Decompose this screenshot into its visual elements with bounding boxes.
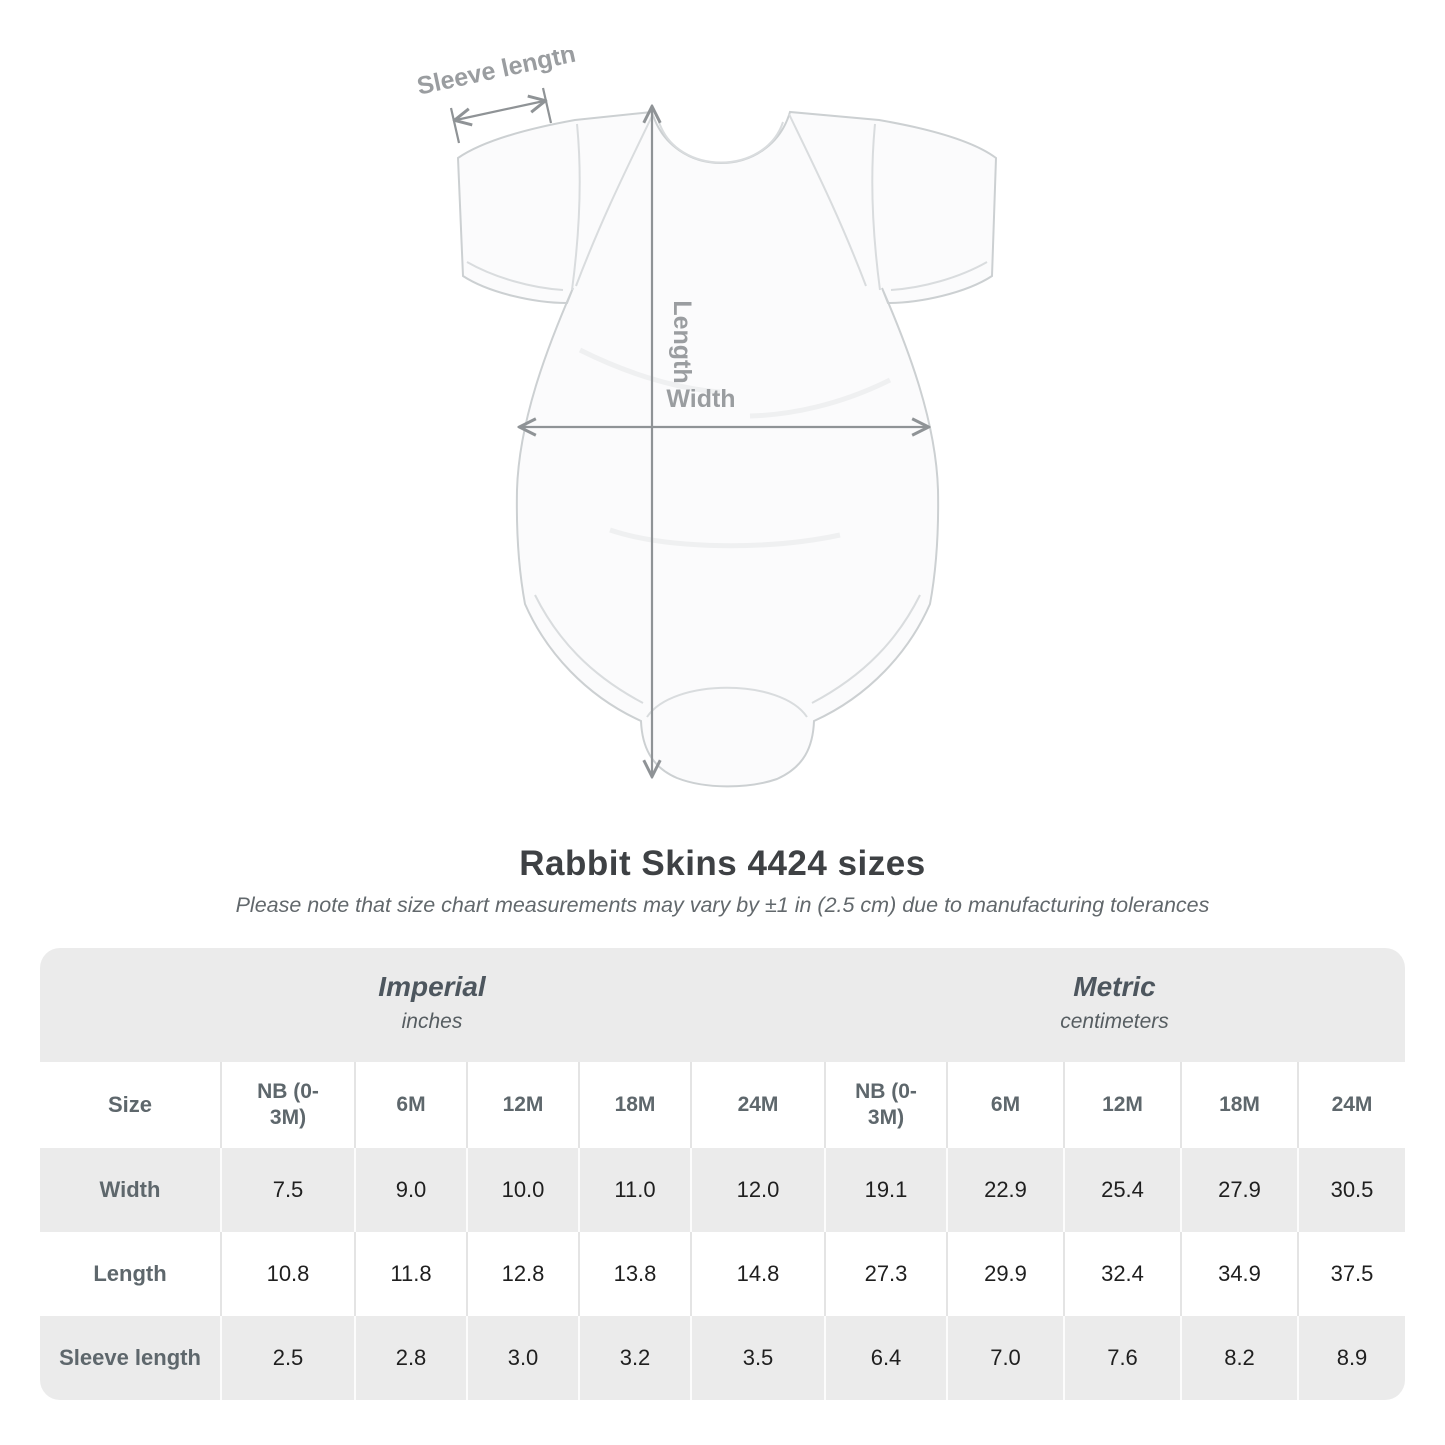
value-cell: 2.5 — [220, 1316, 354, 1400]
size-table — [40, 948, 1405, 1400]
value-cell: 22.9 — [946, 1148, 1063, 1232]
group-header-imperial — [40, 948, 824, 1062]
value-cell: 3.5 — [690, 1316, 824, 1400]
length-label: Length — [668, 300, 696, 384]
table-row-sleeve-length — [40, 1316, 1405, 1400]
col-header-imperial-24m: 24M — [690, 1062, 824, 1148]
metric-unit-label: centimeters — [1060, 1009, 1169, 1033]
value-cell: 27.3 — [824, 1232, 946, 1316]
size-diagram — [410, 50, 1050, 820]
value-cell: 2.8 — [354, 1316, 466, 1400]
value-cell: 10.8 — [220, 1232, 354, 1316]
value-cell: 14.8 — [690, 1232, 824, 1316]
tolerance-note: Please note that size chart measurements may vary by ±1 in (2.5 cm) due to manufacturing tolerances — [235, 893, 1210, 917]
col-header-imperial-12m: 12M — [466, 1062, 578, 1148]
value-cell: 30.5 — [1297, 1148, 1405, 1232]
onesie-body — [458, 112, 996, 786]
page-title: Rabbit Skins 4424 sizes — [519, 844, 926, 883]
value-cell: 12.8 — [466, 1232, 578, 1316]
col-header-metric-18m: 18M — [1180, 1062, 1297, 1148]
value-cell: 6.4 — [824, 1316, 946, 1400]
col-header-imperial-nb: NB (0-3M) — [220, 1062, 354, 1148]
unit-group-row — [40, 948, 1405, 1062]
value-cell: 3.0 — [466, 1316, 578, 1400]
imperial-label: Imperial — [378, 970, 486, 1002]
value-cell: 7.6 — [1063, 1316, 1180, 1400]
value-cell: 8.2 — [1180, 1316, 1297, 1400]
column-header-row — [40, 1062, 1405, 1148]
row-label: Width — [99, 1177, 161, 1202]
value-cell: 32.4 — [1063, 1232, 1180, 1316]
value-cell: 29.9 — [946, 1232, 1063, 1316]
metric-label: Metric — [1073, 970, 1156, 1002]
onesie-illustration — [410, 50, 1050, 820]
value-cell: 8.9 — [1297, 1316, 1405, 1400]
size-header-cell: Size — [107, 1092, 153, 1117]
sleeve-arrow-tick-left — [451, 108, 459, 143]
value-cell: 11.0 — [578, 1148, 690, 1232]
col-header-imperial-18m: 18M — [578, 1062, 690, 1148]
value-cell: 3.2 — [578, 1316, 690, 1400]
row-label: Sleeve length — [59, 1345, 201, 1370]
sleeve-length-arrow — [456, 101, 544, 120]
row-label: Length — [93, 1261, 167, 1286]
col-header-metric-24m: 24M — [1297, 1062, 1405, 1148]
col-header-metric-12m: 12M — [1063, 1062, 1180, 1148]
group-header-metric — [824, 948, 1405, 1062]
table-row-length — [40, 1232, 1405, 1316]
value-cell: 25.4 — [1063, 1148, 1180, 1232]
value-cell: 27.9 — [1180, 1148, 1297, 1232]
value-cell: 9.0 — [354, 1148, 466, 1232]
width-label: Width — [666, 385, 736, 413]
value-cell: 34.9 — [1180, 1232, 1297, 1316]
value-cell: 12.0 — [690, 1148, 824, 1232]
value-cell: 11.8 — [354, 1232, 466, 1316]
value-cell: 7.5 — [220, 1148, 354, 1232]
sleeve-arrow-tick-right — [543, 88, 551, 123]
value-cell: 7.0 — [946, 1316, 1063, 1400]
value-cell: 19.1 — [824, 1148, 946, 1232]
value-cell: 37.5 — [1297, 1232, 1405, 1316]
col-header-imperial-6m: 6M — [354, 1062, 466, 1148]
value-cell: 13.8 — [578, 1232, 690, 1316]
sleeve-length-label: Sleeve length — [414, 50, 579, 101]
col-header-metric-6m: 6M — [946, 1062, 1063, 1148]
table-row-width — [40, 1148, 1405, 1232]
value-cell: 10.0 — [466, 1148, 578, 1232]
col-header-metric-nb: NB (0-3M) — [824, 1062, 946, 1148]
imperial-unit-label: inches — [401, 1009, 463, 1033]
